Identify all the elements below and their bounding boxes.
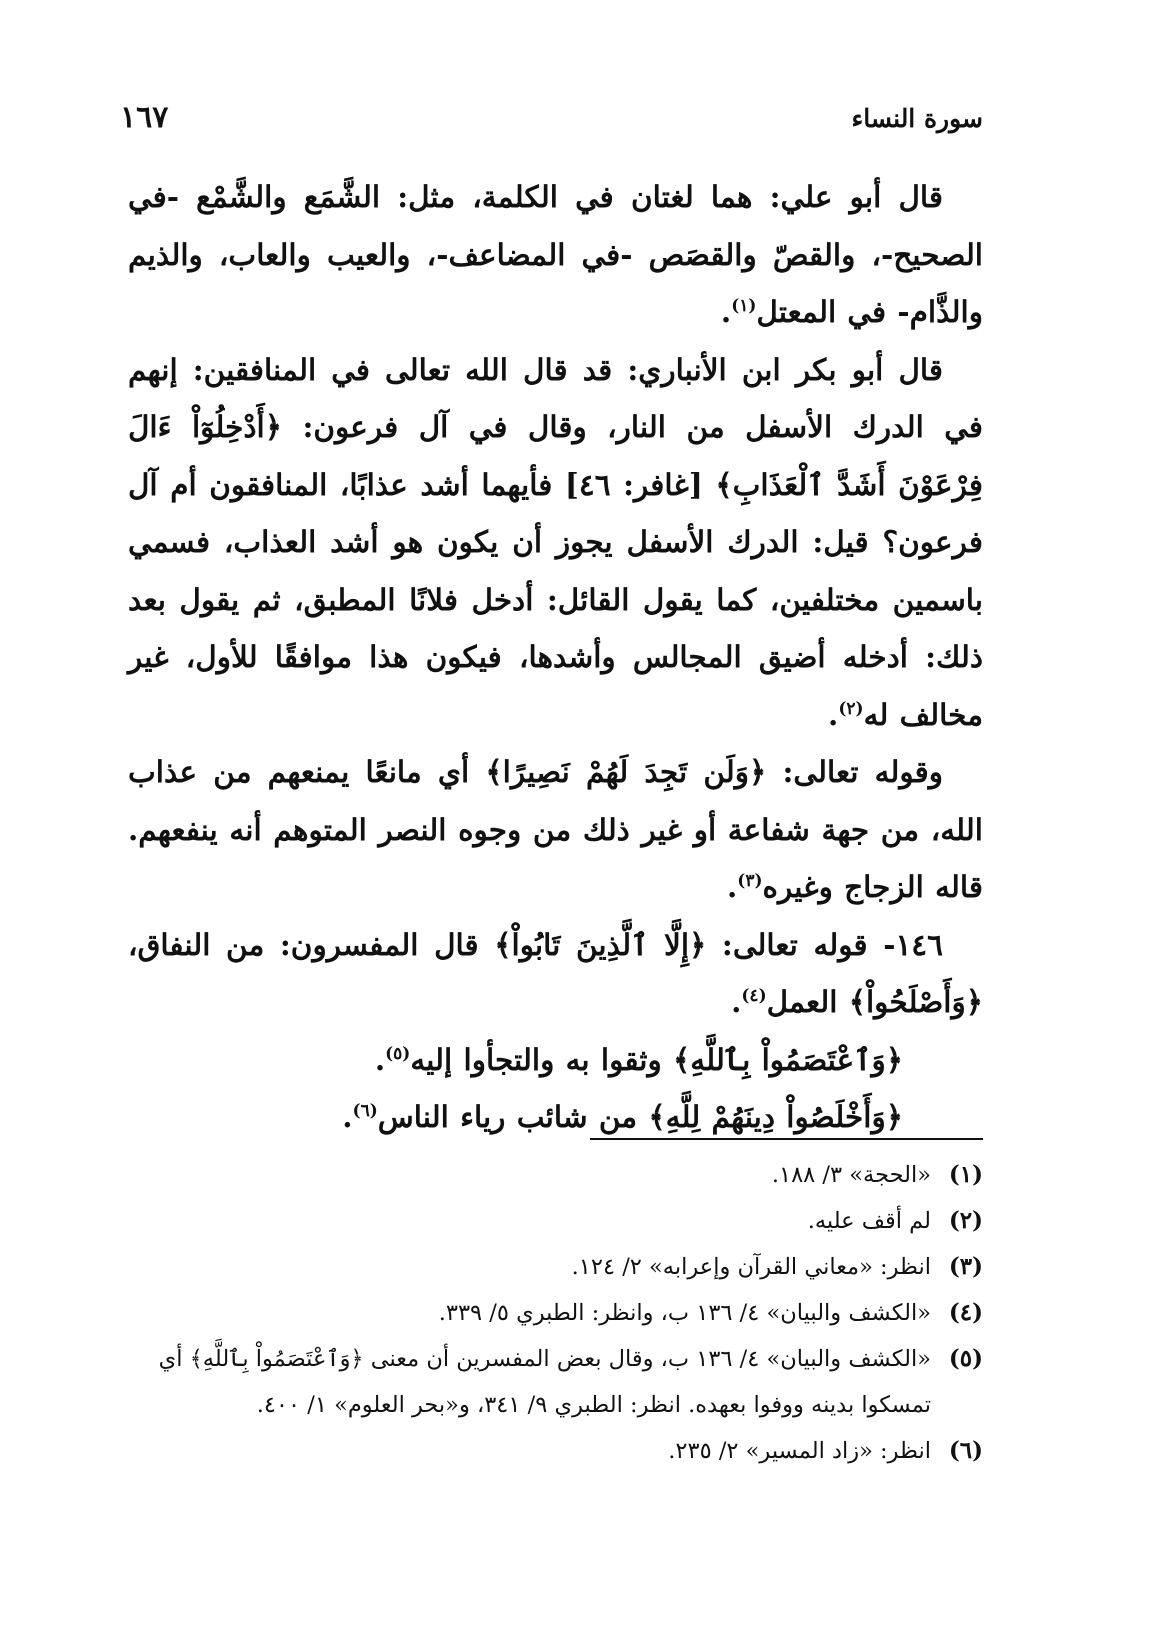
footnote-ref[interactable]: (١)	[731, 296, 757, 317]
paragraph-text: ١٤٦- قوله تعالى: ﴿إِلَّا ٱلَّذِينَ تَابُواْ﴾ قال المفسرون: من النفاق، ﴿وَأَصْلَحُواْ﴾ العمل	[128, 926, 983, 1019]
paragraph-abu-ali	[128, 168, 983, 341]
footnote-number: (٢)	[948, 1207, 983, 1234]
footnote-text: انظر: «زاد المسير» ٢/ ٢٣٥.	[668, 1438, 931, 1464]
paragraph-text: قال أبو علي: هما لغتان في الكلمة، مثل: الشَّمَع والشَّمْع -في الصحيح-، والقصّ والقصَص -في المضاعف-، والعيب والعاب، والذيم والذَّام- في المعتل	[128, 179, 983, 329]
paragraph-end: .	[720, 294, 732, 329]
paragraph-ibn-al-anbari	[128, 341, 983, 744]
footnote-item	[128, 1428, 983, 1474]
footnote-number: (٣)	[948, 1253, 983, 1280]
footnote-ref[interactable]: (٦)	[352, 1101, 378, 1122]
paragraph-itasamu	[128, 1031, 983, 1089]
footnote-item	[128, 1198, 983, 1244]
footnote-number: (١)	[948, 1161, 983, 1188]
page-number: ١٦٧	[120, 100, 169, 135]
footnotes	[128, 1152, 983, 1474]
footnote-text: لم أقف عليه.	[807, 1208, 931, 1234]
footnote-ref[interactable]: (٢)	[838, 698, 864, 719]
paragraph-end: .	[342, 1099, 353, 1134]
page-header	[120, 100, 983, 150]
footnote-number: (٦)	[948, 1437, 983, 1464]
footnote-text: «الحجة» ٣/ ١٨٨.	[771, 1162, 931, 1188]
footnote-text: «الكشف والبيان» ٤/ ١٣٦ ب، وقال بعض المفسرين أن معنى ﴿وَٱعْتَصَمُواْ بِٱللَّهِ﴾ أي تمسكوا بدينه ووفوا بعهده. انظر: الطبري ٩/ ٣٤١، و«بحر العلوم» ١/ ٤٠٠.	[158, 1346, 931, 1418]
footnote-ref[interactable]: (٥)	[385, 1043, 411, 1064]
paragraph-end: .	[828, 696, 839, 732]
footnote-text: انظر: «معاني القرآن وإعرابه» ٢/ ١٢٤.	[571, 1254, 931, 1280]
footnote-divider	[590, 1138, 983, 1140]
paragraph-end: .	[374, 1041, 386, 1077]
paragraph-end: .	[731, 984, 742, 1019]
main-text	[128, 168, 983, 1146]
footnote-number: (٥)	[948, 1345, 983, 1372]
surah-title: سورة النساء	[851, 104, 983, 133]
paragraph-text: وقوله تعالى: ﴿وَلَن تَجِدَ لَهُمْ نَصِيرًا﴾ أي مانعًا يمنعهم من عذاب الله، من جهة شفاعة أو غير ذلك من وجوه النصر المتوهم أنه ينفعهم. قاله الزجاج وغيره	[128, 754, 983, 904]
footnote-item	[128, 1290, 983, 1336]
footnote-number: (٤)	[948, 1299, 983, 1326]
paragraph-end: .	[727, 869, 738, 904]
paragraph-akhlasu	[128, 1088, 983, 1146]
footnote-ref[interactable]: (٤)	[741, 986, 767, 1007]
paragraph-nasir	[128, 743, 983, 916]
footnote-item	[128, 1336, 983, 1428]
paragraph-verse-146	[128, 916, 983, 1031]
paragraph-text: ﴿وَأَخْلَصُواْ دِينَهُمْ لِلَّهِ﴾ من شائب رياء الناس	[377, 1099, 903, 1134]
footnote-text: «الكشف والبيان» ٤/ ١٣٦ ب، وانظر: الطبري ٥/ ٣٣٩.	[438, 1300, 931, 1326]
footnote-ref[interactable]: (٣)	[737, 871, 763, 892]
footnote-item	[128, 1244, 983, 1290]
paragraph-text: ﴿وَٱعْتَصَمُواْ بِٱللَّهِ﴾ وثقوا به والتجأوا إليه	[410, 1041, 903, 1077]
footnote-item	[128, 1152, 983, 1198]
paragraph-text: قال أبو بكر ابن الأنباري: قد قال الله تعالى في المنافقين: إنهم في الدرك الأسفل من النار، وقال في آل فرعون: ﴿أَدْخِلُوٓاْ ءَالَ فِرْعَوْنَ أَشَدَّ ٱلْعَذَابِ﴾ [غافر: ٤٦] فأيهما أشد عذابًا، المنافقون أم آل فرعون؟ قيل: الدرك الأسفل يجوز أن يكون هو أشد العذاب، فسمي باسمين مختلفين، كما يقول القائل: أدخل فلانًا المطبق، ثم يقول بعد ذلك: أدخله أضيق المجالس وأشدها، فيكون هذا موافقًا للأول، غير مخالف له	[128, 351, 983, 732]
